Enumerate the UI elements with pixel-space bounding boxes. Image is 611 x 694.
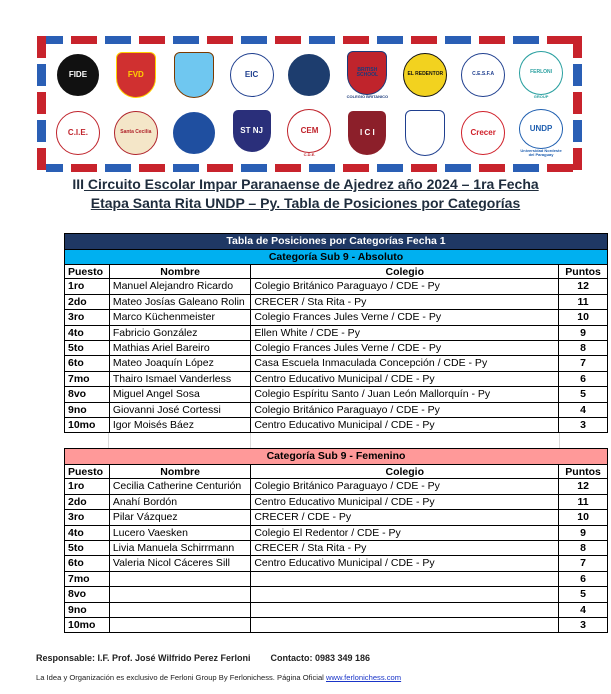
colegio-crecer-logo	[171, 109, 217, 157]
cell-colegio: CRECER / Sta Rita - Py	[250, 541, 558, 555]
undp-logo-subtext: Universidad Nordeste del Paraguay	[520, 147, 562, 157]
british-school-logo-mark: BRITISH SCHOOL	[347, 51, 387, 95]
table-row	[64, 356, 608, 371]
cell-colegio: Colegio Británico Paraguayo / CDE - Py	[250, 279, 558, 293]
official-site-link[interactable]: www.ferlonichess.com	[325, 673, 402, 682]
table-row	[64, 372, 608, 387]
colegio-cde-logo	[55, 109, 101, 157]
juan-pablo-ii-logo	[171, 51, 217, 99]
ferloni-group-logo-subtext: GROUP	[533, 93, 549, 99]
table-row	[64, 295, 608, 310]
crecer-logo	[460, 109, 506, 157]
cell-puesto: 2do	[68, 495, 87, 508]
cem-logo-subtext: C.D.E.	[303, 151, 316, 157]
el-redentor-logo	[402, 51, 448, 99]
cell-nombre: Livia Manuela Schirrmann	[109, 541, 250, 555]
spacer-cell	[64, 433, 108, 448]
el-redentor-logo-mark: EL REDENTOR	[403, 53, 447, 97]
colegio-cde-logo-mark: C.I.E.	[56, 111, 100, 155]
spacer-cell	[250, 433, 559, 448]
banner-border-top	[37, 36, 582, 44]
cell-nombre: Miguel Angel Sosa	[109, 387, 250, 401]
crecer-logo-mark: Crecer	[461, 111, 505, 155]
cell-puntos: 12	[558, 479, 607, 493]
cell-nombre	[109, 618, 250, 632]
cesfa-logo-mark: C.E.S.F.A	[461, 53, 505, 97]
table-row	[64, 603, 608, 618]
table-row	[64, 618, 608, 633]
stnj-logo-subtext: E. DEL ESTE	[239, 151, 264, 157]
cell-puntos: 3	[558, 618, 607, 632]
cell-puntos: 5	[558, 387, 607, 401]
cell-colegio: Ellen White / CDE - Py	[250, 326, 558, 340]
ferloni-group-logo	[518, 51, 564, 99]
stnj-logo-mark: ST NJ	[232, 109, 272, 153]
cell-puntos: 4	[558, 603, 607, 617]
table-row	[64, 341, 608, 356]
cell-puntos: 9	[558, 326, 607, 340]
category-header: Categoría Sub 9 - Femenino	[64, 448, 608, 464]
table-row	[64, 510, 608, 525]
cell-puesto: 4to	[68, 526, 84, 539]
cell-puesto: 3ro	[68, 511, 85, 524]
cell-colegio: Colegio El Redentor / CDE - Py	[250, 526, 558, 540]
cell-nombre: Lucero Vaesken	[109, 526, 250, 540]
column-header-nombre: Nombre	[109, 265, 250, 278]
table-row	[64, 387, 608, 402]
cell-puntos: 3	[558, 418, 607, 432]
footer-note-text: La Idea y Organización es exclusivo de Ferloni Group By Ferlonichess. Página Oficial	[36, 673, 326, 682]
ferloni-group-logo-mark: FERLONI	[519, 51, 563, 95]
cell-colegio: Casa Escuela Inmaculada Concepción / CDE - Py	[250, 356, 558, 370]
fvd-crest-logo-mark: FVD	[116, 52, 156, 98]
cell-nombre: Mateo Josías Galeano Rolin	[109, 295, 250, 309]
cell-nombre: Mateo Joaquín López	[109, 356, 250, 370]
cell-puesto: 4to	[68, 326, 84, 339]
category-header: Categoría Sub 9 - Absoluto	[64, 249, 608, 265]
footer-responsible	[36, 653, 370, 663]
cell-nombre: Mathias Ariel Bareiro	[109, 341, 250, 355]
cell-nombre: Pilar Vázquez	[109, 510, 250, 524]
cell-colegio	[250, 587, 558, 601]
column-header-puesto: Puesto	[68, 266, 104, 278]
table-row	[64, 310, 608, 325]
cell-nombre: Cecilia Catherine Centurión	[109, 479, 250, 493]
fvd-crest-logo	[113, 51, 159, 99]
cell-colegio	[250, 603, 558, 617]
table-row	[64, 326, 608, 341]
cell-puesto: 6to	[68, 557, 84, 570]
santa-rita-logo-mark	[405, 110, 445, 156]
cell-puntos: 10	[558, 310, 607, 324]
table-row	[64, 403, 608, 418]
banner-border-left	[37, 36, 46, 172]
cell-nombre	[109, 572, 250, 586]
cell-puesto: 5to	[68, 541, 84, 554]
logo-grid	[49, 46, 570, 162]
column-header-row	[64, 264, 608, 279]
column-header-colegio: Colegio	[250, 465, 558, 478]
cell-puntos: 12	[558, 279, 607, 293]
eic-logo	[229, 51, 275, 99]
chess-club-logo-mark	[287, 53, 331, 97]
cell-puesto: 7mo	[68, 572, 90, 585]
british-school-logo-subtext: COLEGIO BRITANICO	[346, 93, 389, 99]
title-prefix: III	[72, 176, 84, 192]
cell-puntos: 9	[558, 526, 607, 540]
cell-colegio: Colegio Británico Paraguayo / CDE - Py	[250, 403, 558, 417]
cell-nombre: Igor Moisés Báez	[109, 418, 250, 432]
title-line-2-text: Etapa Santa Rita UNDP – Py. Tabla de Posiciones por Categorías	[90, 195, 521, 211]
cesfa-logo	[460, 51, 506, 99]
undp-logo-mark: UNDP	[519, 109, 563, 149]
responsible-text: Responsable: I.F. Prof. José Wilfrido Perez Ferloni	[36, 653, 251, 663]
footer-note	[36, 673, 401, 682]
cell-puesto: 9no	[68, 403, 87, 416]
banner-border-bottom	[37, 164, 582, 172]
cell-nombre: Valeria Nicol Cáceres Sill	[109, 556, 250, 570]
cell-puesto: 2do	[68, 295, 87, 308]
table-row	[64, 541, 608, 556]
cell-puesto: 10mo	[68, 618, 96, 631]
cell-nombre	[109, 587, 250, 601]
cell-puntos: 11	[558, 495, 607, 509]
cell-puntos: 7	[558, 356, 607, 370]
santa-cecilia-logo-mark: Santa Cecilia	[114, 111, 158, 155]
cell-colegio: Centro Educativo Municipal / CDE - Py	[250, 556, 558, 570]
table-row	[64, 479, 608, 494]
cell-colegio: Colegio Frances Jules Verne / CDE - Py	[250, 310, 558, 324]
table-row	[64, 418, 608, 433]
table-row	[64, 495, 608, 510]
cell-puesto: 10mo	[68, 418, 96, 431]
column-header-row	[64, 464, 608, 479]
cell-puesto: 6to	[68, 357, 84, 370]
table-title: Tabla de Posiciones por Categorías Fecha 1	[64, 233, 608, 249]
stnj-logo	[229, 109, 275, 157]
table-row	[64, 587, 608, 602]
santa-rita-logo	[402, 109, 448, 157]
fide-logo	[55, 51, 101, 99]
santa-cecilia-logo	[113, 109, 159, 157]
sponsor-logo-banner	[37, 36, 582, 172]
cell-nombre	[109, 603, 250, 617]
table-spacer-row	[64, 433, 608, 448]
cell-colegio	[250, 572, 558, 586]
banner-border-right	[573, 36, 582, 172]
table-row	[64, 526, 608, 541]
cell-colegio: CRECER / Sta Rita - Py	[250, 295, 558, 309]
cell-nombre: Thairo Ismael Vanderless	[109, 372, 250, 386]
cell-nombre: Manuel Alejandro Ricardo	[109, 279, 250, 293]
cell-puntos: 5	[558, 587, 607, 601]
spacer-cell	[559, 433, 608, 448]
cell-puntos: 7	[558, 556, 607, 570]
cell-colegio: Centro Educativo Municipal / CDE - Py	[250, 418, 558, 432]
cell-puntos: 11	[558, 295, 607, 309]
cell-puesto: 8vo	[68, 388, 87, 401]
column-header-nombre: Nombre	[109, 465, 250, 478]
cell-puntos: 10	[558, 510, 607, 524]
standings-table	[64, 233, 608, 633]
cem-logo-mark: CEM	[287, 109, 331, 153]
cell-colegio: Colegio Espíritu Santo / Juan León Mallorquín - Py	[250, 387, 558, 401]
cell-puntos: 6	[558, 572, 607, 586]
fide-logo-mark: FIDE	[56, 53, 100, 97]
ici-logo-mark: I C I	[347, 110, 387, 156]
cell-puesto: 8vo	[68, 588, 87, 601]
cell-colegio: Centro Educativo Municipal / CDE - Py	[250, 495, 558, 509]
page-title-line-2	[0, 195, 611, 211]
cell-nombre: Marco Küchenmeister	[109, 310, 250, 324]
cell-puntos: 8	[558, 541, 607, 555]
cell-puesto: 3ro	[68, 311, 85, 324]
page-title-line-1	[0, 176, 611, 192]
cell-puntos: 8	[558, 341, 607, 355]
cem-logo	[286, 109, 332, 157]
cell-puesto: 7mo	[68, 372, 90, 385]
cell-puntos: 4	[558, 403, 607, 417]
cell-nombre: Fabricio González	[109, 326, 250, 340]
table-row	[64, 556, 608, 571]
cell-colegio: Colegio Frances Jules Verne / CDE - Py	[250, 341, 558, 355]
cell-puesto: 9no	[68, 603, 87, 616]
cell-nombre: Giovanni José Cortessi	[109, 403, 250, 417]
cell-puesto: 1ro	[68, 480, 85, 493]
chess-club-logo	[286, 51, 332, 99]
cell-puntos: 6	[558, 372, 607, 386]
cell-colegio	[250, 618, 558, 632]
ici-logo	[344, 109, 390, 157]
contact-text: Contacto: 0983 349 186	[270, 653, 371, 663]
title-line-1-text: Circuito Escolar Impar Paranaense de Ajedrez año 2024 – 1ra Fecha	[83, 176, 539, 192]
british-school-logo	[344, 51, 390, 99]
column-header-puntos: Puntos	[558, 465, 607, 478]
undp-logo	[518, 109, 564, 157]
cell-colegio: Colegio Británico Paraguayo / CDE - Py	[250, 479, 558, 493]
cell-colegio: Centro Educativo Municipal / CDE - Py	[250, 372, 558, 386]
table-row	[64, 572, 608, 587]
juan-pablo-ii-logo-mark	[174, 52, 214, 98]
cell-nombre: Anahí Bordón	[109, 495, 250, 509]
cell-puesto: 1ro	[68, 280, 85, 293]
table-row	[64, 279, 608, 294]
column-header-colegio: Colegio	[250, 265, 558, 278]
column-header-puntos: Puntos	[558, 265, 607, 278]
cell-puesto: 5to	[68, 341, 84, 354]
colegio-crecer-logo-mark	[172, 111, 216, 155]
eic-logo-mark: EIC	[230, 53, 274, 97]
cell-colegio: CRECER / CDE - Py	[250, 510, 558, 524]
column-header-puesto: Puesto	[68, 465, 104, 478]
spacer-cell	[108, 433, 250, 448]
